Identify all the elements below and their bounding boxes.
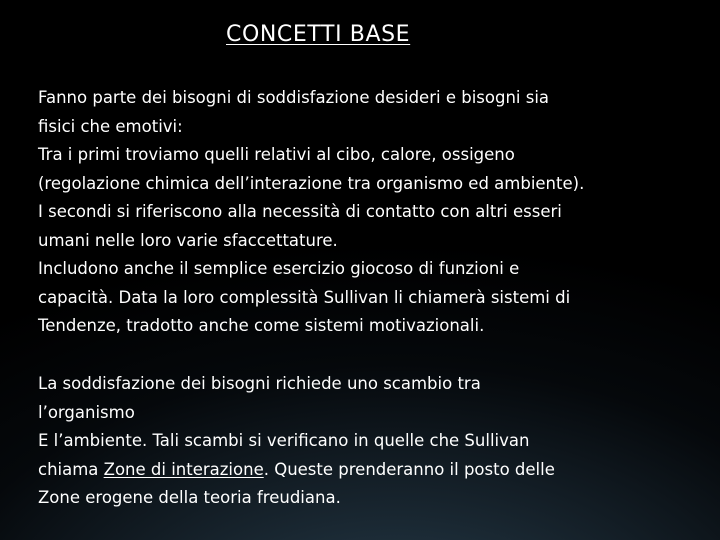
text-line: E l’ambiente. Tali scambi si verificano in quelle che Sullivan [38, 431, 530, 450]
text-line: umani nelle loro varie sfaccettature. [38, 230, 338, 250]
text-line: Tra i primi troviamo quelli relativi al cibo, calore, ossigeno [38, 145, 515, 164]
slide-title: CONCETTI BASE [226, 22, 411, 47]
text-line: fisici che emotivi: [38, 116, 183, 136]
text-line: Tendenze, tradotto anche come sistemi motivazionali. [38, 316, 485, 335]
paragraph-bisogni [38, 84, 584, 341]
keyword-zone-di-interazione: Zone di interazione [103, 459, 264, 479]
text-line: I secondi si riferiscono alla necessità di contatto con altri esseri [38, 202, 562, 221]
text-fragment: . Queste prenderanno il posto delle [263, 459, 555, 479]
text-line-with-keyword [38, 456, 555, 485]
text-line: La soddisfazione dei bisogni richiede uno scambio tra [38, 374, 481, 393]
text-fragment: chiama [38, 459, 104, 479]
text-line: Includono anche il semplice esercizio giocoso di funzioni e [38, 259, 520, 278]
text-line: Zone erogene della teoria freudiana. [38, 488, 341, 507]
text-line: (regolazione chimica dell’interazione tra organismo ed ambiente). [38, 173, 585, 193]
paragraph-soddisfazione [38, 370, 555, 513]
text-line: capacità. Data la loro complessità Sullivan li chiamerà sistemi di [38, 287, 571, 307]
text-line: Fanno parte dei bisogni di soddisfazione desideri e bisogni sia [38, 88, 550, 107]
text-line: l’organismo [38, 402, 135, 422]
